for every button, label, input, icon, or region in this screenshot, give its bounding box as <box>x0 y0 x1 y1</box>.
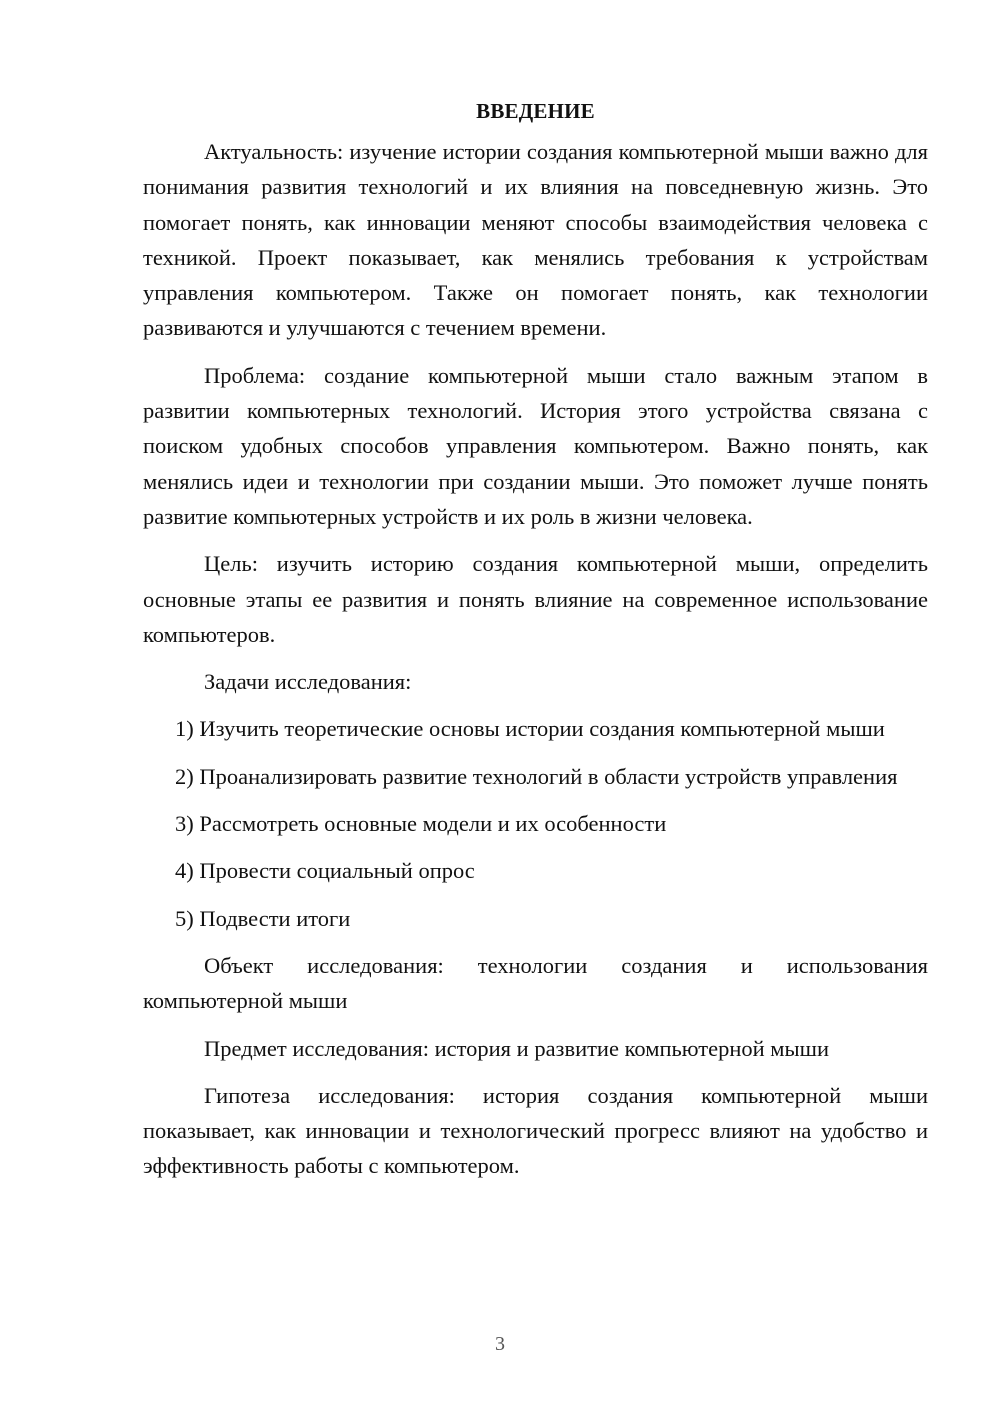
hypothesis-paragraph: Гипотеза исследования: история создания компьютерной мыши показывает, как инновации и технологический прогресс влияют на удобство и эффективность работы с компьютером. <box>143 1082 928 1179</box>
task-item-1: 1) Изучить теоретические основы истории создания компьютерной мыши <box>175 716 885 742</box>
task-item-4: 4) Провести социальный опрос <box>175 858 475 884</box>
task-item-3: 3) Рассмотреть основные модели и их особенности <box>175 811 667 837</box>
problem-paragraph: Проблема: создание компьютерной мыши стало важным этапом в развитии компьютерных технологий. История этого устройства связана с поиском удобных способов управления компьютером. Важно понять, как менялись идеи и технологии при создании мыши. Это поможет лучше понять развитие компьютерных устройств и их роль в жизни человека. <box>143 362 928 529</box>
page-number: 3 <box>495 1333 505 1355</box>
page-content <box>143 95 928 1184</box>
goal-paragraph: Цель: изучить историю создания компьютерной мыши, определить основные этапы ее развития и понять влияние на современное использование компьютеров. <box>143 551 928 647</box>
relevance-paragraph: Актуальность: изучение истории создания компьютерной мыши важно для понимания развития технологий и их влияния на повседневную жизнь. Это помогает понять, как инновации меняют способы взаимодействия человека с техникой. Проект показывает, как менялись требования к устройствам управления компьютером. Также он помогает понять, как технологии развиваются и улучшаются с течением времени. <box>143 139 928 341</box>
subject-paragraph: Предмет исследования: история и развитие компьютерной мыши <box>204 1035 830 1061</box>
task-item-5: 5) Подвести итоги <box>175 905 351 931</box>
task-item-2: 2) Проанализировать развитие технологий в области устройств управления <box>175 763 898 789</box>
object-paragraph: Объект исследования: технологии создания и использования компьютерной мыши <box>143 952 928 1014</box>
tasks-heading: Задачи исследования: <box>204 669 412 695</box>
page-title: ВВЕДЕНИЕ <box>476 99 595 123</box>
